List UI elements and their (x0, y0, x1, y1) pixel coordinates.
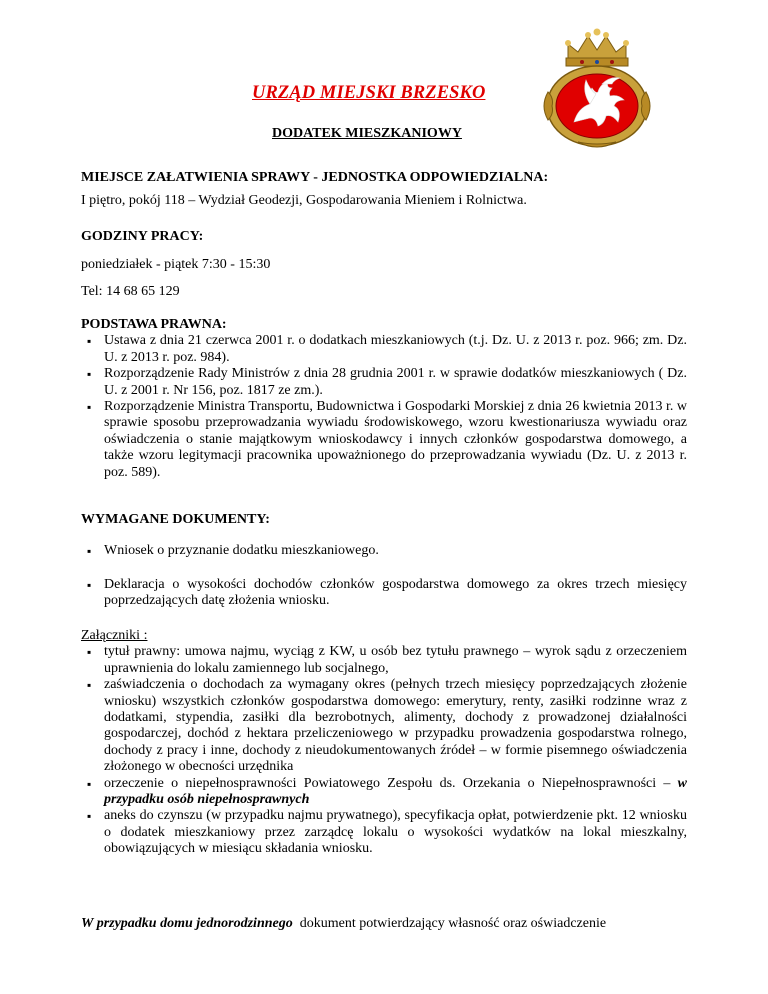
office-title: URZĄD MIEJSKI BRZESKO (252, 83, 486, 103)
hours-phone: Tel: 14 68 65 129 (81, 283, 180, 299)
hours-section (81, 229, 687, 300)
footer-section (81, 916, 687, 932)
legal-basis-list (81, 333, 687, 481)
required-documents-heading: WYMAGANE DOKUMENTY: (81, 512, 270, 527)
location-heading: MIEJSCE ZAŁATWIENIA SPRAWY - JEDNOSTKA ODPOWIEDZIALNA: (81, 170, 549, 185)
hours-days: poniedziałek - piątek 7:30 - 15:30 (81, 257, 271, 273)
list-item: ▪ aneks do czynszu (w przypadku najmu prywatnego), specyfikacja opłat, potwierdzenie pkt. 12 wniosku o dodatek mieszkaniowy przez zarządcę lokalu o wysokości wydatków na lokal mieszkalny, obowiązujących w miesiącu składania wniosku. (81, 808, 687, 857)
location-section (81, 170, 687, 210)
list-item: ▪ Rozporządzenie Rady Ministrów z dnia 28 grudnia 2001 r. w sprawie dodatków mieszkaniowych ( Dz. U. z 2001 r. Nr 156, poz. 1817 ze zm.). (81, 366, 687, 399)
list-item: ▪ Ustawa z dnia 21 czerwca 2001 r. o dodatkach mieszkaniowych (t.j. Dz. U. z 2013 r. poz. 966; zm. Dz. U. z 2013 r. poz. 984). (81, 333, 687, 366)
attachments-heading: Załączniki : (81, 628, 148, 643)
list-item (81, 776, 687, 809)
list-item: ▪ tytuł prawny: umowa najmu, wyciąg z KW, u osób bez tytułu prawnego – wyrok sądu z orzeczeniem uprawnienia do lokalu zamiennego lub socjalnego, (81, 644, 687, 677)
legal-basis-heading: PODSTAWA PRAWNA: (81, 317, 227, 332)
required-documents-section (81, 512, 687, 627)
crown-icon (565, 29, 629, 67)
list-item: ▪ Deklaracja o wysokości dochodów członków gospodarstwa domowego za okres trzech miesięcy poprzedzających datę złożenia wniosku. (81, 577, 687, 610)
attachment-emphasis: w przypadku osób niepełnosprawnych (104, 775, 687, 808)
attachment-text: orzeczenie o niepełnosprawności Powiatowego Zespołu ds. Orzekania o Niepełnosprawności – (104, 775, 678, 791)
attachments-section (81, 628, 687, 858)
list-item: ▪ Rozporządzenie Ministra Transportu, Budownictwa i Gospodarki Morskiej z dnia 26 kwietnia 2013 r. w sprawie sposobu przeprowadzania wywiadu środowiskowego, wzoru kwestionariusza wywiadu oraz oświadczenia o stanie majątkowym wnioskodawcy i innych członków gospodarstwa domowego, a także wzoru legitymacji pracownika upoważnionego do przeprowadzania wywiadu (Dz. U. z 2013 r. poz. 589). (81, 399, 687, 481)
list-item: ▪ zaświadczenia o dochodach za wymagany okres (pełnych trzech miesięcy poprzedzających złożenie wniosku) wszystkich członków gospodarstwa domowego: emerytury, renty, zasiłki rodzinne wraz z dodatkami, stypendia, zasiłki dla bezrobotnych, alimenty, dochody z prowadzonej działalności gospodarczej, dochód z hektara przeliczeniowego w przypadku prowadzenia gospodarstwa rolnego, dochody z pracy i inne, dochody z nieudokumentowanych źródeł – w formie pisemnego oświadczenia złożonego w obecności urzędnika (81, 677, 687, 775)
list-item: ▪ Wniosek o przyznanie dodatku mieszkaniowego. (81, 543, 687, 559)
footer-text: dokument potwierdzający własność oraz oświadczenie (292, 916, 607, 931)
legal-basis-section (81, 317, 687, 481)
document-subtitle: DODATEK MIESZKANIOWY (272, 126, 462, 141)
attachments-list (81, 644, 687, 857)
location-text: I piętro, pokój 118 – Wydział Geodezji, Gospodarowania Mieniem i Rolnictwa. (81, 193, 527, 209)
footer-emphasis: W przypadku domu jednorodzinnego (81, 916, 293, 931)
required-documents-list (81, 543, 687, 609)
hours-heading: GODZINY PRACY: (81, 229, 204, 244)
brzesko-coat-of-arms-icon (538, 22, 656, 150)
